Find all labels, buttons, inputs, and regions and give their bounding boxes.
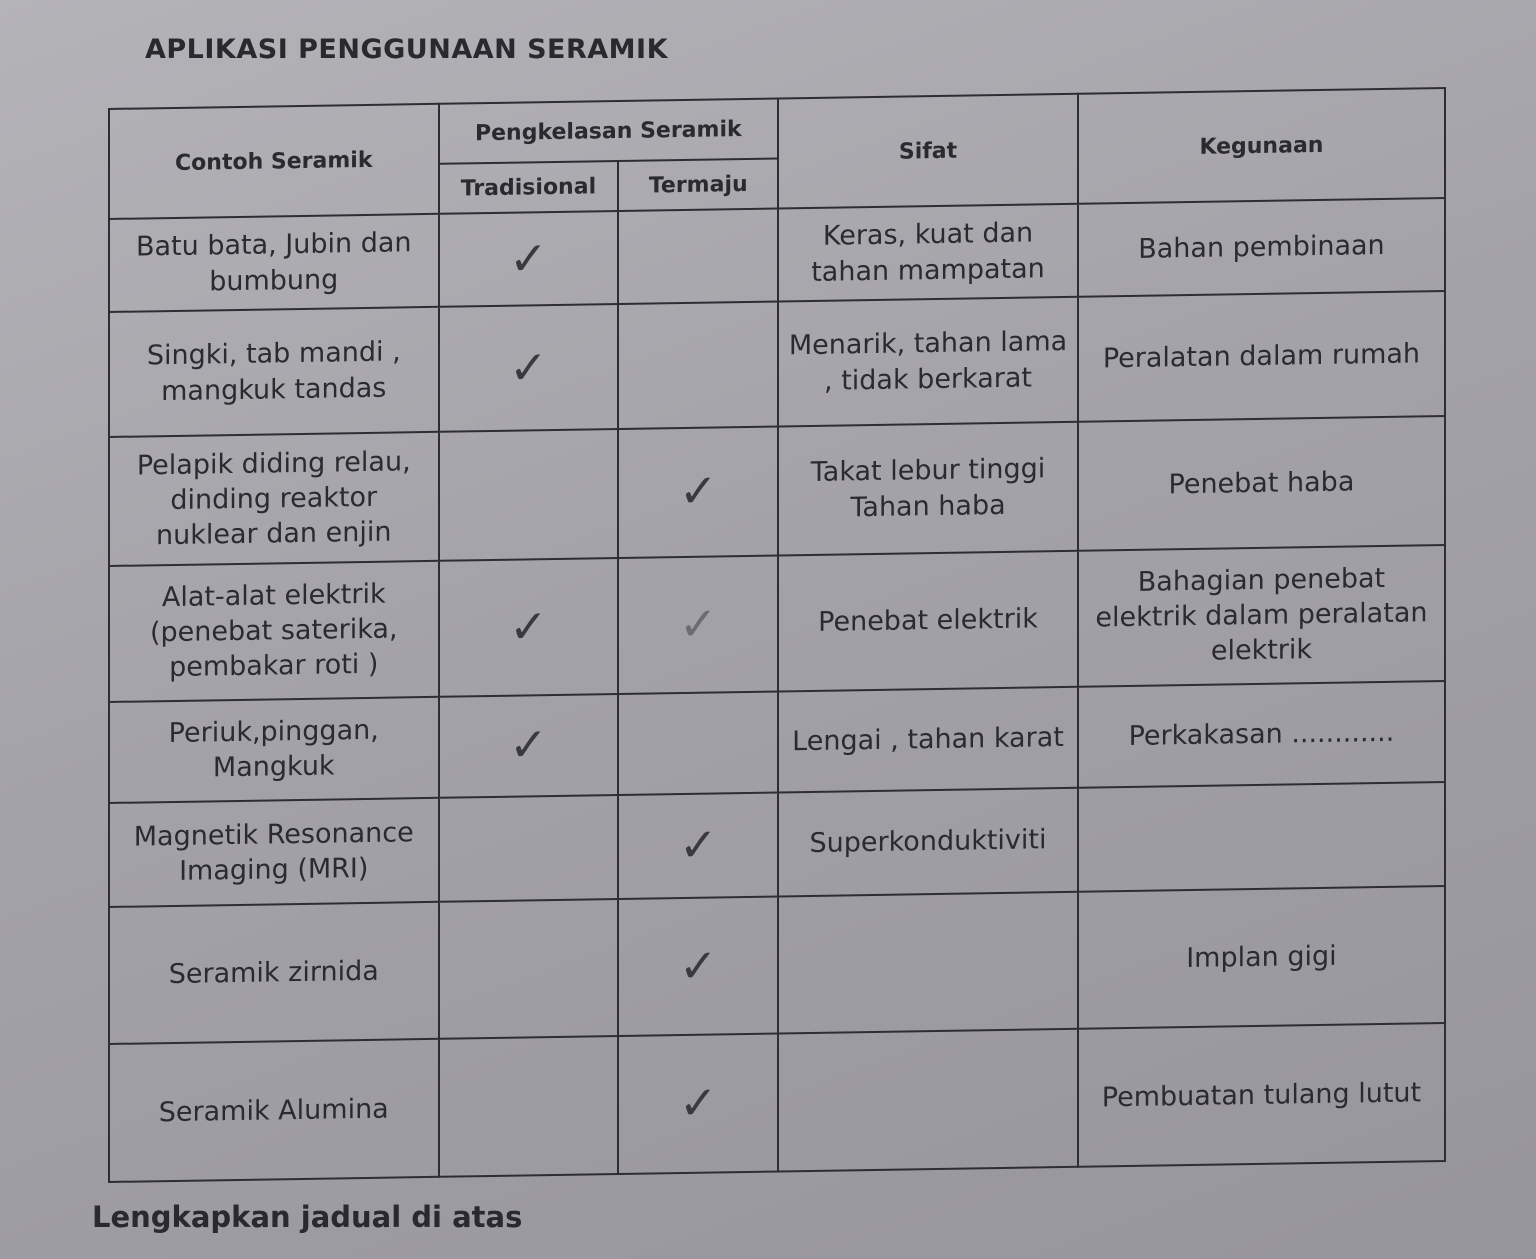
cell-kegunaan: Bahan pembinaan [1078,198,1445,297]
cell-tradisional [439,694,619,798]
cell-sifat: Keras, kuat dan tahan mampatan [778,204,1078,302]
cell-tradisional [439,304,619,432]
header-pengkelasan: Pengkelasan Seramik [439,98,779,163]
cell-sifat [778,892,1078,1034]
checkmark-icon: ✓ [509,598,548,654]
checkmark-icon: ✓ [678,596,718,651]
header-contoh: Contoh Seramik [109,104,439,219]
ceramics-table [108,87,1446,1183]
cell-termaju [618,691,778,795]
table-row [109,545,1445,701]
cell-contoh: Periuk,pinggan, Mangkuk [109,696,439,803]
header-termaju: Termaju [618,158,778,211]
cell-sifat: Takat lebur tinggi Tahan haba [778,422,1078,556]
checkmark-icon: ✓ [509,339,548,395]
cell-sifat [778,1029,1078,1171]
cell-sifat: Lengai , tahan karat [778,686,1078,792]
cell-contoh: Singki, tab mandi , mangkuk tandas [109,307,439,437]
header-sifat: Sifat [778,94,1078,209]
cell-tradisional [439,211,619,307]
cell-contoh: Seramik zirnida [109,902,439,1045]
cell-termaju [618,302,778,429]
cell-kegunaan: Implan gigi [1078,886,1445,1029]
checkmark-icon: ✓ [509,230,548,286]
checkmark-icon: ✓ [678,463,718,519]
cell-termaju [618,426,778,558]
cell-sifat: Penebat elektrik [778,551,1078,691]
cell-kegunaan: Bahagian penebat elektrik dalam peralatan elektrik [1078,545,1445,686]
cell-tradisional [439,899,619,1039]
header-tradisional: Tradisional [439,161,619,214]
cell-contoh: Alat-alat elektrik (penebat saterika, pembakar roti ) [109,561,439,702]
cell-kegunaan: Penebat haba [1078,416,1445,551]
cell-contoh: Pelapik diding relau, dinding reaktor nuklear dan enjin [109,432,439,566]
cell-termaju [618,1034,778,1174]
cell-tradisional [439,1036,619,1176]
cell-kegunaan: Perkakasan ............ [1078,681,1445,788]
cell-sifat: Superkonduktiviti [778,788,1078,896]
cell-tradisional [439,795,619,902]
checkmark-icon: ✓ [509,717,548,772]
table-row [109,886,1445,1045]
cell-termaju [618,896,778,1036]
table-row [109,291,1445,437]
cell-sifat: Menarik, tahan lama , tidak berkarat [778,297,1078,427]
cell-contoh: Seramik Alumina [109,1039,439,1182]
cell-kegunaan: Pembuatan tulang lutut [1078,1023,1445,1166]
cell-termaju [618,556,778,694]
cell-contoh: Batu bata, Jubin dan bumbung [109,214,439,312]
cell-termaju [618,208,778,304]
instruction-text: Lengkapkan jadual di atas [92,1200,523,1234]
checkmark-icon: ✓ [678,817,718,872]
cell-termaju [618,793,778,899]
page-title: APLIKASI PENGGUNAAN SERAMIK [145,34,669,65]
table-row [109,416,1445,566]
table-row [109,1023,1445,1182]
cell-kegunaan [1078,782,1445,891]
header-kegunaan: Kegunaan [1078,88,1445,204]
checkmark-icon: ✓ [678,1075,718,1131]
table-body [109,198,1445,1182]
cell-tradisional [439,558,619,696]
cell-kegunaan: Peralatan dalam rumah [1078,291,1445,422]
cell-contoh: Magnetik Resonance Imaging (MRI) [109,798,439,907]
cell-tradisional [439,429,619,561]
checkmark-icon: ✓ [678,937,718,993]
